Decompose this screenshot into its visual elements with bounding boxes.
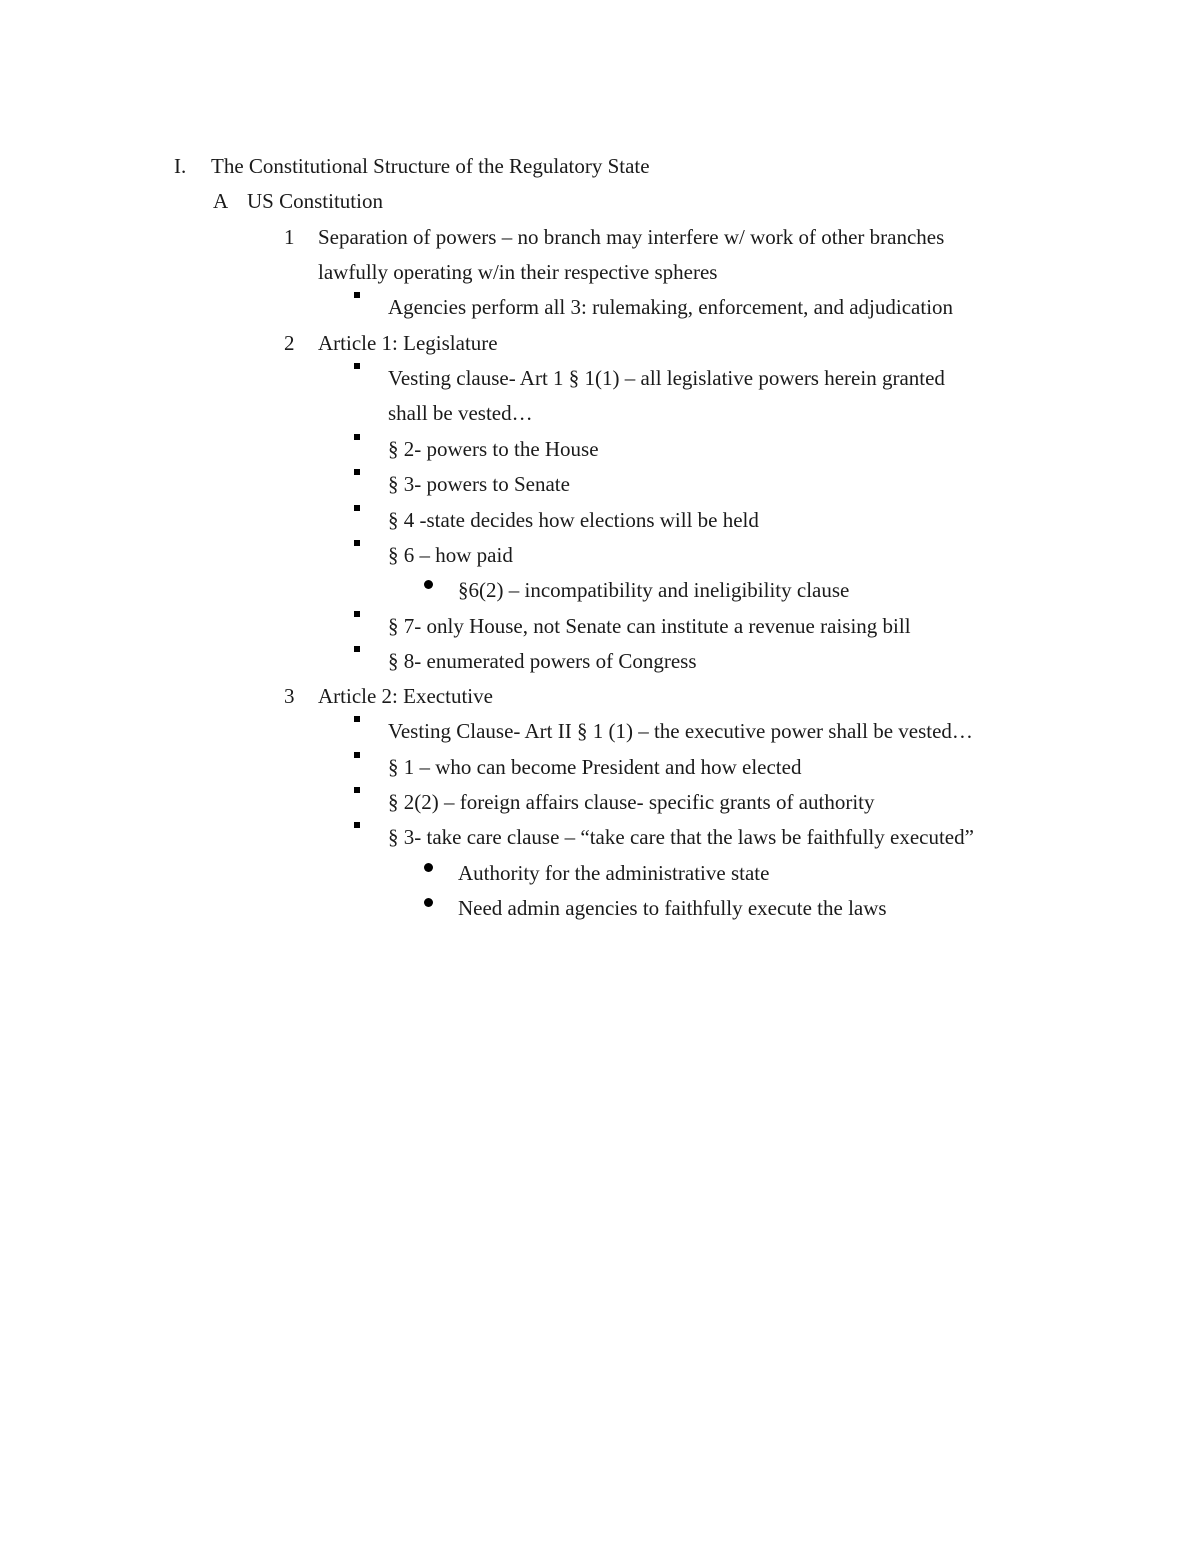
bullet-text: Vesting clause- Art 1 § 1(1) – all legislative powers herein granted xyxy=(388,366,945,390)
outline-marker-2: 2 xyxy=(284,331,295,355)
square-bullet-icon xyxy=(354,363,360,369)
outline-marker-A: A xyxy=(213,189,229,213)
bullet-text: Agencies perform all 3: rulemaking, enforcement, and adjudication xyxy=(388,295,954,319)
bullet-text: § 7- only House, not Senate can institute a revenue raising bill xyxy=(388,614,911,638)
bullet-text: § 3- powers to Senate xyxy=(388,472,570,496)
square-bullet-icon xyxy=(354,646,360,652)
bullet-text: § 4 -state decides how elections will be held xyxy=(388,508,759,532)
bullet-text: § 6 – how paid xyxy=(388,543,513,567)
square-bullet-icon xyxy=(354,787,360,793)
square-bullet-icon xyxy=(354,505,360,511)
sub-bullet-text: Need admin agencies to faithfully execute the laws xyxy=(458,896,887,920)
outline-marker-I: I. xyxy=(174,154,187,178)
square-bullet-icon xyxy=(354,716,360,722)
square-bullet-icon xyxy=(354,611,360,617)
bullet-text: § 2- powers to the House xyxy=(388,437,599,461)
round-bullet-icon xyxy=(424,863,433,872)
sub-bullet-text: Authority for the administrative state xyxy=(458,861,770,885)
square-bullet-icon xyxy=(354,469,360,475)
item-3-title: Article 2: Exectutive xyxy=(318,684,493,708)
outline-marker-3: 3 xyxy=(284,684,295,708)
sub-bullet-text: §6(2) – incompatibility and ineligibility clause xyxy=(458,578,850,602)
square-bullet-icon xyxy=(354,292,360,298)
round-bullet-icon xyxy=(424,898,433,907)
square-bullet-icon xyxy=(354,434,360,440)
section-title: The Constitutional Structure of the Regulatory State xyxy=(211,154,650,178)
bullet-text: § 8- enumerated powers of Congress xyxy=(388,649,697,673)
round-bullet-icon xyxy=(424,580,433,589)
bullet-text: Vesting Clause- Art II § 1 (1) – the executive power shall be vested… xyxy=(388,719,973,743)
square-bullet-icon xyxy=(354,752,360,758)
square-bullet-icon xyxy=(354,540,360,546)
bullet-text: § 3- take care clause – “take care that the laws be faithfully executed” xyxy=(388,825,974,849)
bullet-text: § 2(2) – foreign affairs clause- specific grants of authority xyxy=(388,790,875,814)
item-1-text-line1: Separation of powers – no branch may interfere w/ work of other branches xyxy=(318,225,945,249)
item-2-title: Article 1: Legislature xyxy=(318,331,498,355)
item-1-text-line2: lawfully operating w/in their respective spheres xyxy=(318,260,718,284)
subsection-title: US Constitution xyxy=(247,189,383,213)
bullet-text-continuation: shall be vested… xyxy=(388,401,533,425)
bullet-text: § 1 – who can become President and how elected xyxy=(388,755,802,779)
outline-marker-1: 1 xyxy=(284,225,295,249)
square-bullet-icon xyxy=(354,822,360,828)
